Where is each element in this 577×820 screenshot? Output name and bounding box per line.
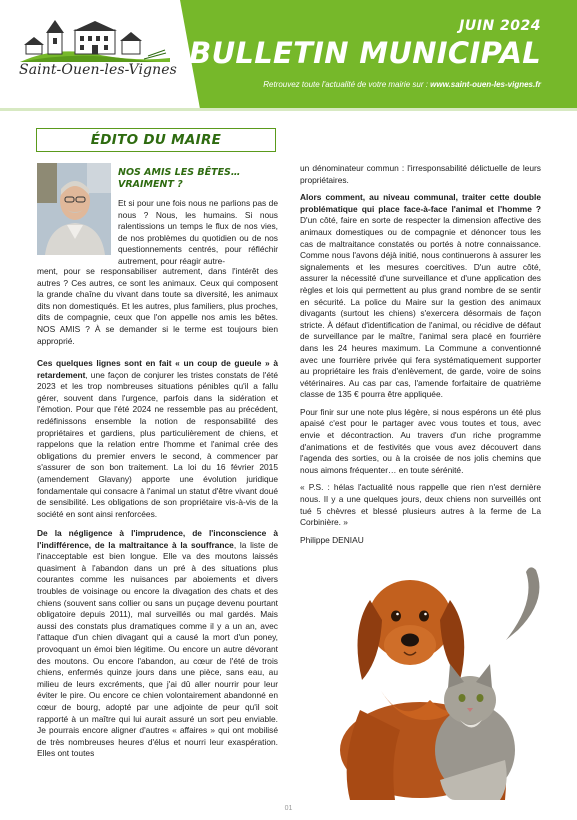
article-kicker: NOS AMIS LES BÊTES… VRAIMENT ?	[118, 167, 241, 190]
paragraph-body: , une façon de conjurer les tristes constats de l'été 2023 et les trop nombreuses situations pénibles qu'il a fallu gérer, souvent dans l'urgence, parfois dans la sidération et l'émotion. Pour que l'été 2024 ne ressemble pas au précédent, redéfinissons ensemble la notion de responsabilité des propriétaires et gardiens, plus particulièrement de chiens, et rappelons que la relation entre l'homme et l'animal crée des obligations du premier envers le second, à commencer par s'assurer de son bon traitement. La loi du 16 février 2015 (amendement Glavany) apporte une évolution juridique fondamentale qui consacre à l'animal un statut d'être vivant doué de sensibilité. Les obligations de son propriétaire vis-à-vis de la société en sont ainsi renforcées.	[37, 369, 278, 519]
signature: Philippe DENIAU	[300, 534, 364, 545]
paragraph: un dénominateur commun : l'irresponsabilité délictuelle de leurs propriétaires.	[300, 163, 541, 185]
paragraph-lead: De la négligence à l'imprudence, de l'inconscience à l'indifférence, de la maltraitance à la souffrance	[37, 528, 278, 550]
article-column-1d	[37, 528, 278, 766]
paragraph: Et si pour une fois nous ne parlions pas de nous ? Nous, les humains. Si nous ralentissions un temps le flux de nos vies, de nos problèmes du quotidien ou de nos questionnements centrés, pour réfléchir autrement, pour réagir autre-	[118, 198, 278, 266]
paragraph	[37, 528, 278, 760]
article-column-1b	[37, 266, 278, 353]
article-column-2	[300, 163, 541, 552]
mayor-portrait-image	[37, 163, 111, 255]
paragraph-body: , la liste de l'inacceptable est bien longue. Elle va des moutons laissés quasiment à l'abandon dans un pré à des situations plus courantes comme les nuisances par aboiements et divers troubles de voisinage ou encore la divagation des chats et des chiens (souvent sans collier ou sans un puçage devenu pourtant obligatoire depuis 2011), mal surveillés ou mal gardés. Mais aussi des constats plus dramatiques comme il y a un an, avec l'attaque d'un chien divagant qui a causé la mort d'un poney, provoquant un émoi bien légitime. Ou encore un autre dévorant des moutons. Ou encore l'abandon, au cœur de l'été de trois chiens, enfermés quinze jours dans une pièce, sans eau, au milieu de leurs excréments, que j'ai dû aller nourrir pour leur éviter le pire. Ou encore ce chien volontairement abandonné en cœur de bourg, adopté par une adjointe de peur qu'il soit rapporté à un maître qui lui aurait assuré un sort peu enviable. Je pourrais encore aligner d'autres « affaires » qui ont mobilisé de très nombreuses heures d'élus et nourri leur exaspération. Elles ont toutes	[37, 539, 278, 759]
mayor-portrait	[37, 163, 111, 255]
issue-date: JUIN 2024	[459, 18, 541, 34]
village-logo-icon	[20, 18, 170, 62]
tagline-text: Retrouvez toute l'actualité de votre mairie sur :	[263, 80, 431, 89]
paragraph: Pour finir sur une note plus légère, si nous espérons un été plus apaisé c'est pour le partager avec vous toutes et tous, avec envie et décontraction. Au travers d'un riche programme d'animations et de festivités que vous avez découvert dans l'agenda des sorties, ou à la croisée de nos jolis chemins que nous aimons fréquenter… en toute sérénité.	[300, 406, 541, 475]
paragraph: ment, pour se responsabiliser autrement, dans l'intérêt des autres ? Ces autres, ce sont les animaux. Ceux qui composent la grande chaîne du vivant dans toute sa diversité, les animaux dits non domestiqués. Et les autres, plus familiers, plus proches, dits de compagnie, ceux que l'on appelle nos amis les bêtes. NOS AMIS ? À se demander si le terme est toujours bien approprié.	[37, 266, 278, 346]
page-number: 01	[284, 805, 293, 812]
website-link[interactable]: www.saint-ouen-les-vignes.fr	[430, 80, 541, 89]
tagline	[263, 80, 541, 89]
section-title: ÉDITO DU MAIRE	[36, 128, 276, 152]
logo-area	[0, 0, 200, 96]
header-divider	[0, 108, 577, 111]
paragraph	[37, 358, 278, 520]
paragraph	[300, 192, 541, 401]
paragraph-lead: Alors comment, au niveau communal, traiter cette double problématique qui place face-à-face l'animal et l'homme ?	[300, 192, 541, 214]
postscript: « P.S. : hélas l'actualité nous rappelle que rien n'est dernière nous. Il y a une quelques jours, deux chiens non surveillés ont tué 5 chèvres et blessé plusieurs autres à la ferme de La Corbinière. »	[300, 482, 541, 528]
paragraph-body: D'un côté, faire en sorte de respecter la dimension affective des animaux domestiques ou de compagnie et dénoncer tous les cas de maltraitance constatés ou portés à notre connaissance. Comme nous l'avons déjà initié, nous continuerons à assurer les signalements et les mesures coercitives. D'un autre côté, assurer la nécessité d'une surveillance et d'une application des règles et lois qui permettent au plus grand nombre de se sentir en sécurité. La police du Maire sur la gestion des animaux divagants (surtout les chiens) s'exercera désormais de façon stricte. À défaut d'identification de l'animal, ou récidive de défaut de surveillance par le maître, l'animal sera placé en fourrière dans les 24 heures maximum. La Commune a conventionné avec une fourrière privée qui fera systématiquement supporter au propriétaire les frais d'enlèvement, de garde, voire de soins vétérinaires. Au cas par cas, l'amende forfaitaire de quatrième classe de 135 € pourra être appliquée.	[300, 215, 541, 400]
paragraph-lead: Ces quelques lignes sont en fait « un coup de gueule » à retardement	[37, 358, 278, 380]
article-column-1a	[118, 198, 278, 274]
page-title: BULLETIN MUNICIPAL	[189, 36, 541, 70]
logo-town-name: Saint-Ouen-les-Vignes	[19, 62, 177, 78]
dog-and-cat-illustration	[300, 560, 550, 800]
article-column-1c	[37, 358, 278, 526]
